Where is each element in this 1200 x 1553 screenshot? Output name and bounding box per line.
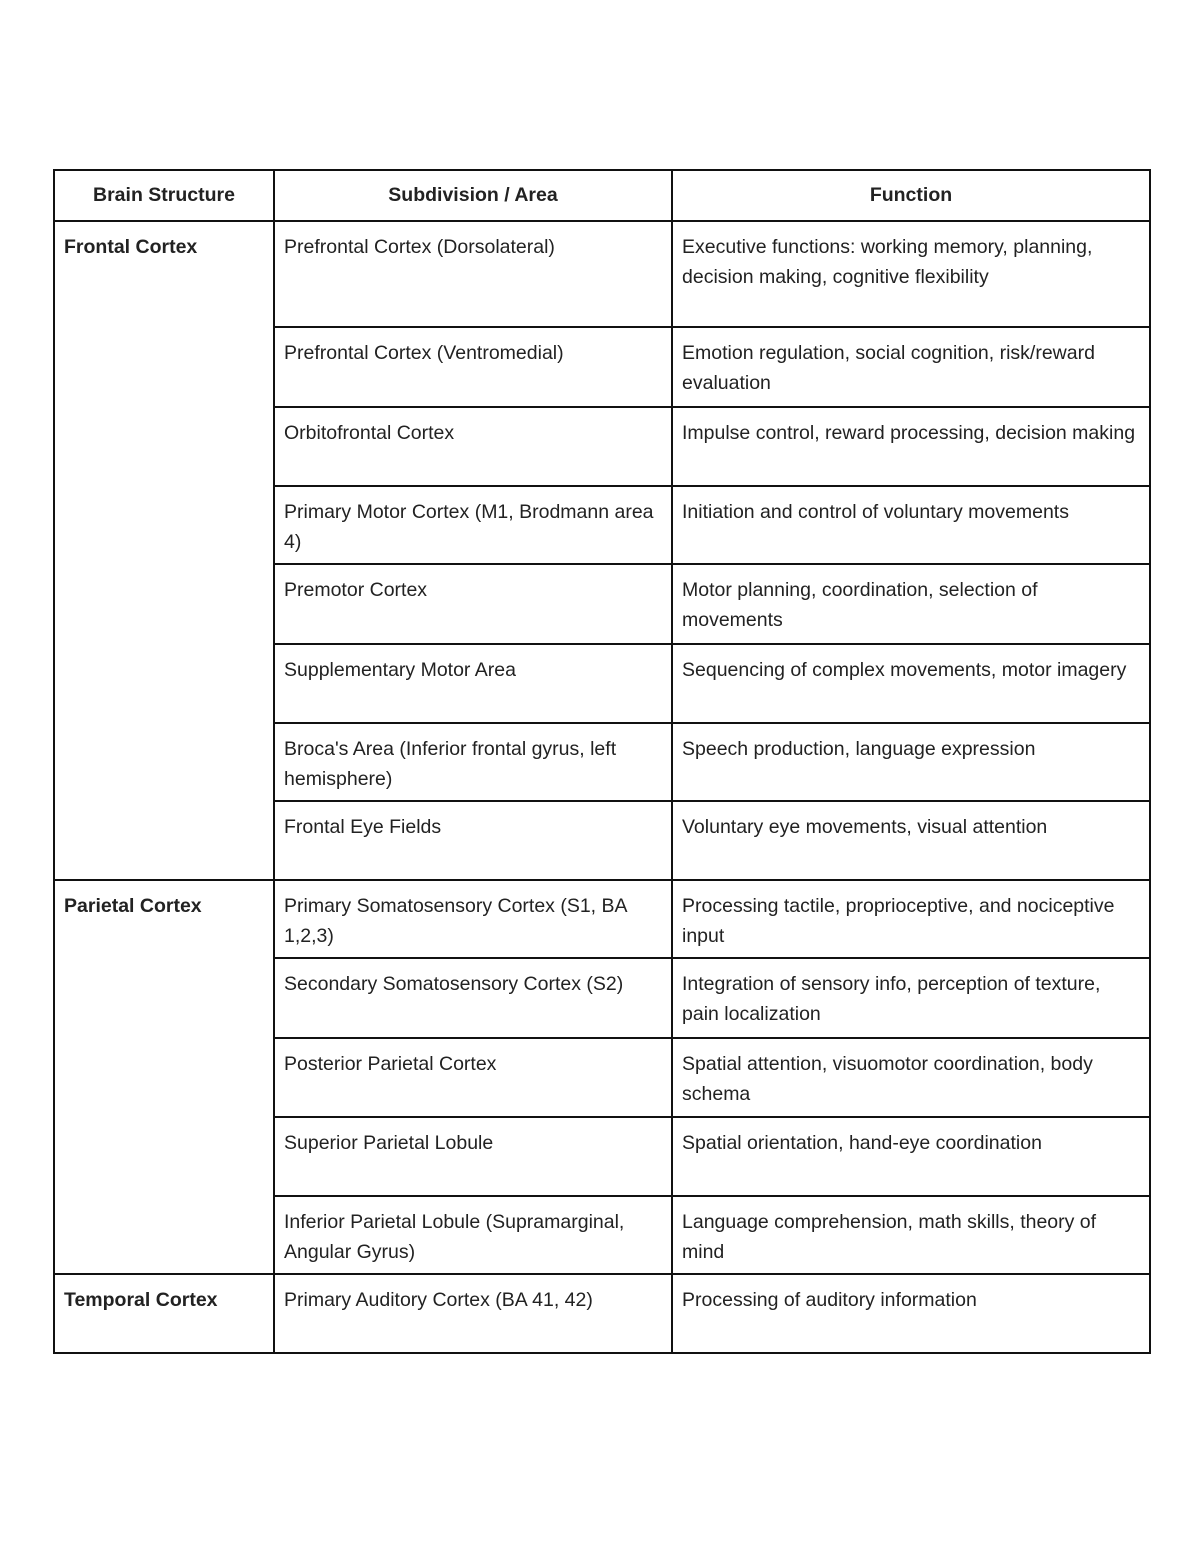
area-cell: Orbitofrontal Cortex	[274, 407, 672, 486]
function-cell: Motor planning, coordination, selection of movements	[672, 564, 1150, 644]
table-header-row	[54, 170, 1150, 221]
area-cell: Supplementary Motor Area	[274, 644, 672, 723]
function-cell: Executive functions: working memory, planning, decision making, cognitive flexibility	[672, 221, 1150, 327]
area-cell: Broca's Area (Inferior frontal gyrus, left hemisphere)	[274, 723, 672, 801]
function-cell: Initiation and control of voluntary movements	[672, 486, 1150, 564]
area-cell: Primary Auditory Cortex (BA 41, 42)	[274, 1274, 672, 1353]
function-cell: Spatial attention, visuomotor coordination, body schema	[672, 1038, 1150, 1117]
group-parietal-cortex: Parietal Cortex	[54, 880, 274, 1274]
function-cell: Language comprehension, math skills, theory of mind	[672, 1196, 1150, 1274]
table-row	[54, 880, 1150, 958]
header-function: Function	[672, 170, 1150, 221]
area-cell: Superior Parietal Lobule	[274, 1117, 672, 1196]
area-cell: Inferior Parietal Lobule (Supramarginal, Angular Gyrus)	[274, 1196, 672, 1274]
function-cell: Processing tactile, proprioceptive, and nociceptive input	[672, 880, 1150, 958]
function-cell: Voluntary eye movements, visual attention	[672, 801, 1150, 880]
area-cell: Prefrontal Cortex (Ventromedial)	[274, 327, 672, 407]
function-cell: Emotion regulation, social cognition, risk/reward evaluation	[672, 327, 1150, 407]
group-frontal-cortex: Frontal Cortex	[54, 221, 274, 880]
brain-structure-table	[53, 169, 1151, 1354]
area-cell: Primary Somatosensory Cortex (S1, BA 1,2,3)	[274, 880, 672, 958]
group-temporal-cortex: Temporal Cortex	[54, 1274, 274, 1353]
function-cell: Impulse control, reward processing, decision making	[672, 407, 1150, 486]
function-cell: Processing of auditory information	[672, 1274, 1150, 1353]
area-cell: Frontal Eye Fields	[274, 801, 672, 880]
area-cell: Secondary Somatosensory Cortex (S2)	[274, 958, 672, 1038]
function-cell: Sequencing of complex movements, motor imagery	[672, 644, 1150, 723]
area-cell: Premotor Cortex	[274, 564, 672, 644]
header-subdivision-area: Subdivision / Area	[274, 170, 672, 221]
table-row	[54, 221, 1150, 327]
area-cell: Prefrontal Cortex (Dorsolateral)	[274, 221, 672, 327]
area-cell: Posterior Parietal Cortex	[274, 1038, 672, 1117]
function-cell: Speech production, language expression	[672, 723, 1150, 801]
header-brain-structure: Brain Structure	[54, 170, 274, 221]
area-cell: Primary Motor Cortex (M1, Brodmann area 4)	[274, 486, 672, 564]
table-row	[54, 1274, 1150, 1353]
function-cell: Spatial orientation, hand-eye coordination	[672, 1117, 1150, 1196]
function-cell: Integration of sensory info, perception of texture, pain localization	[672, 958, 1150, 1038]
